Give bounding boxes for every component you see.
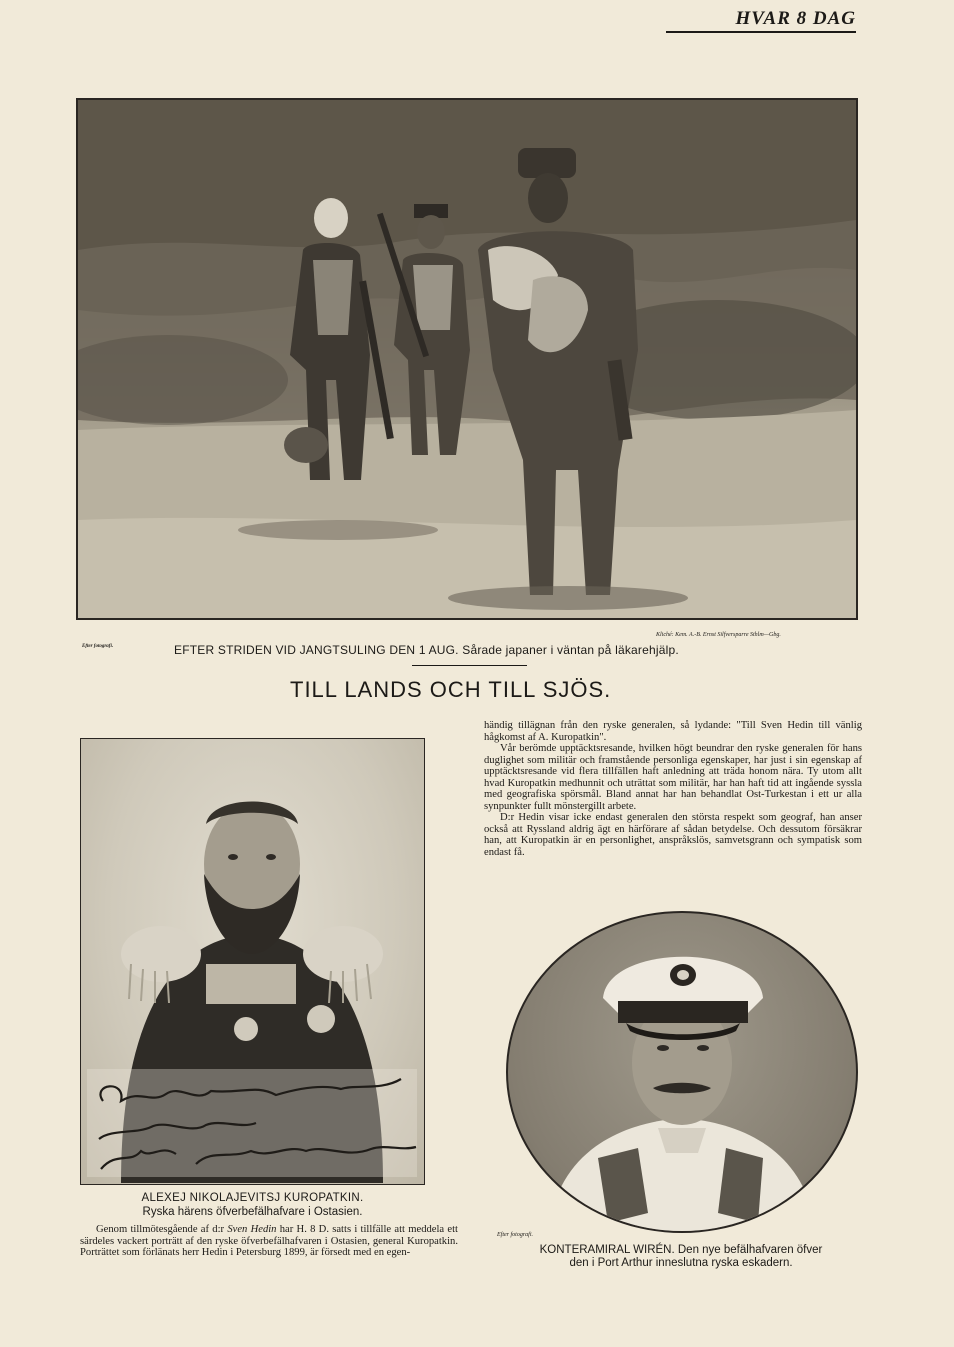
- wiren-photo-credit: Efter fotografi.: [497, 1232, 533, 1238]
- kuropatkin-caption-subtitle: Ryska härens öfverbefälhafvare i Ostasien.: [142, 1206, 363, 1218]
- divider: [412, 665, 527, 666]
- kuropatkin-portrait: [80, 738, 425, 1185]
- photo-credit-left: Efter fotografi.: [82, 644, 114, 649]
- article-intro: [80, 1224, 458, 1259]
- article-paragraph-2: Vår berömde upptäcktsresande, hvilken högt beundrar den ryske generalen för hans duglighet som militär och framstående personliga egenskaper, har just i sin egenskap af upptäcktsresande vid flera tillfällen haft anledning att träda honom nära. Ty utom allt hvad Kuropatkin medhunnit och uträttat som militär, har han haft tid att ingående syssla med geografiska spörsmål. Bland annat har han behandlat Ost-Turkestan i ett ur alla synpunkter fullt mönstergillt arbete.: [484, 743, 862, 812]
- wounded-soldiers-photo: [76, 98, 858, 620]
- article-intro-name: Sven Hedin: [227, 1224, 277, 1235]
- article-intro-before: Genom tillmötesgående af d:r: [96, 1224, 228, 1235]
- article-column: [484, 720, 862, 858]
- top-photo-caption: EFTER STRIDEN VID JANGTSULING DEN 1 AUG. Sårade japaner i väntan på läkarehjälp.: [174, 643, 679, 657]
- article-paragraph-1: händig tillägnan från den ryske generalen, så lydande: "Till Sven Hedin till vänlig hågkomst af A. Kuropatkin".: [484, 720, 862, 743]
- wiren-caption-line-2: den i Port Arthur inneslutna ryska eskadern.: [569, 1257, 793, 1269]
- photo-credit-right: Kliché: Kem. A.-B. Ernst Silfversparre Sthlm—Gbg.: [656, 632, 781, 638]
- article-paragraph-3: D:r Hedin visar icke endast generalen den största respekt som geograf, han anser också att Ryssland aldrig ägt en härförare af sådan betydelse. Och dessutom försäkrar han, att Kuropatkin är en personlighet, anspråkslös, samvetsgrann och sympatisk som endast få.: [484, 812, 862, 858]
- kuropatkin-caption-name: ALEXEJ NIKOLAJEVITSJ KUROPATKIN.: [141, 1192, 364, 1204]
- section-title: TILL LANDS OCH TILL SJÖS.: [290, 677, 612, 702]
- masthead: HVAR 8 DAG: [666, 8, 856, 33]
- article-intro-after: har H. 8 D. satts i tillfälle att meddela ett särdeles vackert porträtt af den ryske öfverbefälhafvaren i Ostasien, general Kuropatkin. Porträttet som förlänats herr Hedin i Petersburg 1899, är försedt med en egen-: [80, 1224, 458, 1258]
- wiren-caption-line-1: KONTERAMIRAL WIRÉN. Den nye befälhafvaren öfver: [539, 1244, 823, 1256]
- wiren-portrait: [506, 911, 858, 1233]
